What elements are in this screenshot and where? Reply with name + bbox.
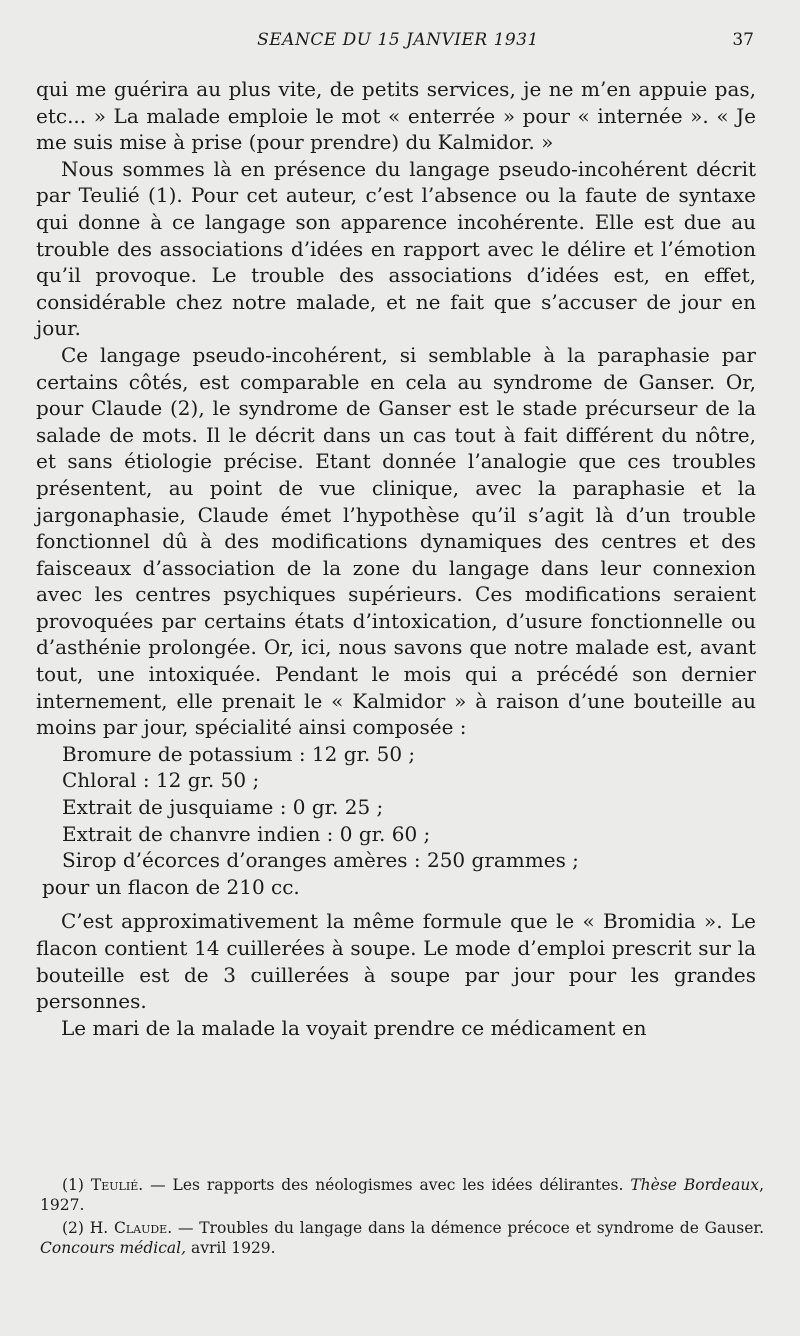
running-title: SEANCE DU 15 JANVIER 1931 [257, 30, 539, 50]
footnote-1-work: Thèse Bordeaux [630, 1176, 760, 1194]
footnote-1-year: , 1927. [40, 1176, 764, 1214]
footnote-1-author: Teulié. [90, 1176, 144, 1194]
footnote-1-text: — Les rapports des néologismes avec les idées délirantes. [150, 1176, 624, 1194]
footnote-2 [40, 1218, 764, 1258]
paragraph-continued: qui me guérira au plus vite, de petits services, je ne m’en appuie pas, etc... » La malade emploie le mot « enterrée » pour « internée ». « Je me suis mise à prise (pour prendre) du Kalmidor. » [36, 77, 756, 155]
page-number: 37 [732, 30, 754, 50]
formula-item-chloral: Chloral : 12 gr. 50 ; [62, 768, 260, 793]
footnotes [40, 1175, 764, 1258]
paragraph-teulie: Nous sommes là en présence du langage pseudo-incohérent décrit par Teulié (1). Pour cet auteur, c’est l’absence ou la faute de syntaxe qui donne à ce langage son apparence incohérente. Elle est due au trouble des associations d’idées en rapport avec le délire et l’émotion qu’il provoque. Le trouble des associations d’idées est, en effet, considérable chez notre malade, et ne fait que s’accuser de jour en jour. [36, 156, 756, 341]
formula-item-jusquiame: Extrait de jusquiame : 0 gr. 25 ; [62, 795, 384, 820]
paragraph-bromidia: C’est approximativement la même formule que le « Bromidia ». Le flacon contient 14 cuillerées à soupe. Le mode d’emploi prescrit sur la bouteille est de 3 cuillerées à soupe par jour pour les grandes personnes. [36, 909, 756, 1014]
footnote-2-marker: (2) H. [62, 1219, 109, 1237]
footnote-2-text: — Troubles du langage dans la démence précoce et syndrome de Gauser. [177, 1219, 765, 1237]
formula-item-sirop: Sirop d’écorces d’oranges amères : 250 grammes ; [62, 848, 579, 873]
footnote-1 [40, 1175, 764, 1215]
formula-end: pour un flacon de 210 cc. [42, 874, 300, 899]
footnote-2-work: Concours médical, [40, 1239, 187, 1257]
paragraph-claude: Ce langage pseudo-incohérent, si semblable à la paraphasie par certains côtés, est comparable en cela au syndrome de Ganser. Or, pour Claude (2), le syndrome de Ganser est le stade précurseur de la salade de mots. Il le décrit dans un cas tout à fait différent du nôtre, et sans étiologie précise. Etant donnée l’analogie que ces troubles présentent, au point de vue clinique, avec la paraphasie et la jargonaphasie, Claude émet l’hypothèse qu’il s’agit là d’un trouble fonctionnel dû à des modifications dynamiques des centres et des faisceaux d’association de la zone du langage dans leur connexion avec les centres psychiques supérieurs. Ces modifications seraient provoquées par certains états d’intoxication, d’usure fonctionnelle ou d’asthénie prolongée. Or, ici, nous savons que notre malade est, avant tout, une intoxiquée. Pendant le mois qui a précédé son dernier internement, elle prenait le « Kalmidor » à raison d’une bouteille au moins par jour, spécialité ainsi composée : [36, 342, 756, 740]
formula-item-chanvre: Extrait de chanvre indien : 0 gr. 60 ; [62, 821, 431, 846]
main-text [36, 76, 756, 1041]
paragraph-mari: Le mari de la malade la voyait prendre ce médicament en [61, 1015, 647, 1040]
formula-item-bromure: Bromure de potassium : 12 gr. 50 ; [62, 741, 416, 766]
formula-list [36, 741, 756, 901]
running-header [36, 30, 760, 60]
footnote-2-author: Claude. [113, 1219, 173, 1237]
footnote-1-marker: (1) [62, 1176, 84, 1194]
footnote-2-date: avril 1929. [190, 1239, 276, 1257]
